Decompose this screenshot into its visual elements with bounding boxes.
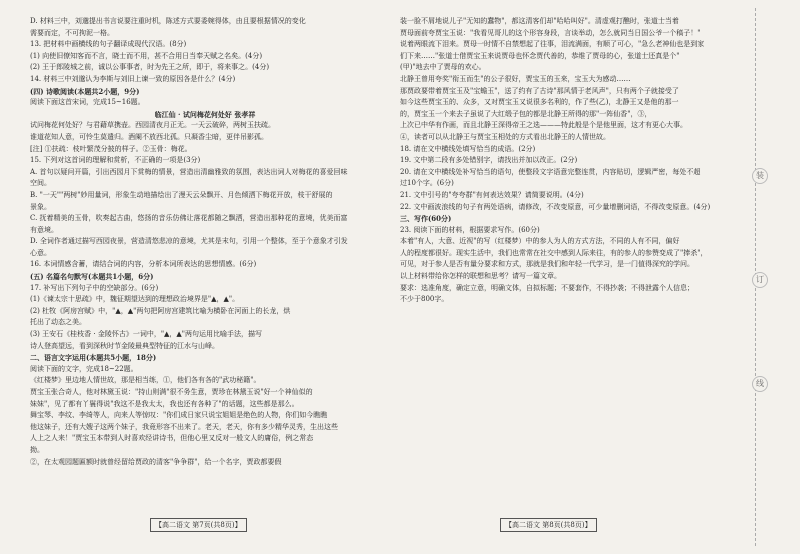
left-text-line: A. 首句以疑问开篇，引出西园月下赏梅的情景，营造出清幽雅致的氛围，表达出词人对梅花的喜爱回味	[30, 167, 348, 176]
right-text-line: 装一脸不屑地说儿子"无知的蠢物"，都这清客们却"哈哈叫好"。清虚观打醮时，张道士当着	[400, 17, 679, 25]
left-text-line: B. "一天""两树"妙用量词，形象生动地描绘出了漫天云朵飘开、月色倾洒下梅花开放，枝干舒展的	[30, 190, 333, 199]
right-text-line: 可见，对于参人是否有量分要求和方式，那就是我们和年轻一代学习，是一门值得深究的学问。	[400, 260, 694, 269]
left-text-line: C. 抚着精美的玉骨，吹奏起古曲，悠扬的音乐仿佛让落花都随之飘洒，营造出那种花的意境，优美而富	[30, 214, 348, 223]
left-text-line: ②，在太观园题匾额时就曾经留给贾政的清客"争争群"，给一个名字，贾政都要假	[30, 457, 282, 466]
right-text-line: 不少于800字。	[400, 295, 449, 304]
right-text-line: 20. 请在文中横线处补写恰当的语句，使整段文字语意完整连贯，内容贴切，逻辑严密，每处不超	[400, 167, 701, 176]
left-text-line: 《红楼梦》里边地人情世故，那是相当练，①，他们各有各的"武功秘籍"。	[30, 376, 261, 385]
right-text-line: 以上材料带给你怎样的联想和思考？请写一篇文章。	[400, 272, 561, 281]
left-text-line: 贾宝玉张合奇人，他对林黛玉说："持山则满"很不务生意，贾珍在林黛玉说"好一个神仙似的	[30, 388, 313, 396]
left-page-footer: 【高二语文 第7页(共8页)】	[150, 518, 247, 532]
right-text-line: 的，贾宝玉一个来去子虽说了大红缎子包的都是北静王所得的那"一阵仙香"，③，	[400, 109, 652, 118]
left-text-line: 谁道花知人意，可怜生莫遣归。酒阑不放西北孤。只凝香尘暗，更伴吊影孤。	[30, 132, 268, 141]
right-text-line: 本着"有人，大意、近视"的写（红楼梦）中的参人为人的方式方法，不同的人有不同，偏好	[400, 237, 680, 246]
left-text-line: D. 材料三中，刘邈提出书言说要注重时机，陈述方式要委婉得体，由且要根据情况的变化	[30, 17, 306, 25]
left-text-line: (1) 向使旧僚知客而不言，晓士而不用，甚不合用日当奉天赋之名矣。(4分)	[30, 51, 263, 60]
right-text-line: 过10个字。(6分)	[400, 179, 454, 188]
right-text-line: ④，读者可以从北静王与贾宝玉相处的方式看出北静王的人情世故。	[400, 132, 610, 141]
left-text-line: 诗人登高望远，看到深秋时节金陵最典型特征的江水与山峰。	[30, 341, 219, 350]
left-text-line: 试问梅花何处好？与君藉草携壶。西园清夜月正无。一天云破碎，两树玉扶疏。	[30, 121, 275, 130]
left-text-line: 临江仙 · 试问梅花何处好 张孝祥	[154, 109, 256, 119]
left-text-line: 17. 补写出下列句子中的空缺部分。(6分)	[30, 283, 159, 292]
left-text-line: 15. 下列对这首词的理解和赏析，不正确的一项是(3分)	[30, 156, 201, 165]
binding-char-3: 线	[752, 376, 768, 392]
right-text-line: 如今这些贾宝玉的、众多，又对贾宝玉又说很多名利的，作了些(乙)，北静王又是他的那一	[400, 98, 679, 107]
left-text-line: 有意境。	[30, 225, 58, 234]
left-text-line: 他这妹子，还有大嫂子这两个妹子，我竟形容不出来了。老天，老天，你有多少精华灵秀，生出这些	[30, 422, 338, 431]
left-text-line: (1)《谏太宗十思疏》中，魏征期望达到的理想政治境界是"▲，▲"。	[30, 295, 240, 304]
binding-char-1: 装	[752, 168, 768, 184]
left-text-line: 拗。	[30, 445, 44, 454]
left-text-line: 16. 本词情感含蓄，请结合词的内容，分析本词所表达的思想情感。(6分)	[30, 260, 257, 269]
right-text-line: 说着两眼流下泪来。贾母一时情不自禁想起了往事，泪流满面，有顺了可心，"急么老神仙也是到家	[400, 40, 705, 49]
left-text-line: [注] ①扶疏：枝叶繁茂分披的样子。②玉骨：梅花。	[30, 144, 192, 153]
right-text-line: 人的程度都很好。现实生活中，我们也常常在社交中感到人际来往，有的参人的参赞变成了"捧杀"，	[400, 248, 708, 257]
left-text-line: (2) 杜牧《阿房宫赋》中，"▲，▲"两句把阿房宫建筑比喻为横卧在河面上的长龙，烘	[30, 306, 291, 315]
left-text-line: (3) 王安石《桂枝香 · 金陵怀古》一词中，"▲，▲"两句运用比喻手法，描写	[30, 330, 263, 339]
right-text-line: 要求：选准角度，确定立意，明确文体，自拟标题；不要套作，不得抄袭；不得泄露个人信息；	[400, 283, 694, 292]
left-text-line: 舞宝琴、李纹、李绮等人，向来人等惊叹："你们成日家只说宝姐姐是绝色的人物，你们如今瞧瞧	[30, 411, 328, 420]
binding-char-2: 订	[752, 272, 768, 288]
left-text-line: 需要而定，不可拘泥一格。	[30, 28, 114, 37]
right-text-line: 三、写作(60分)	[400, 214, 452, 224]
right-text-line: 19. 文中第二段有多处错别字，请找出并加以改正。(2分)	[400, 156, 578, 165]
left-text-line: (四) 诗歌阅读(本题共2小题，9分)	[30, 86, 140, 96]
left-text-line: D. 全词作者通过描写西园夜景，营造清悠悲凉的意境，尤其是末句，引用一个整体，至于个意象才引发	[30, 237, 348, 246]
left-text-line: 13. 把材料中画横线的句子翻译成现代汉语。(8分)	[30, 40, 187, 49]
right-text-line: 北静王曾用夸奖"衔玉而生"的公子很好，贾宝玉的玉来，宝玉大为感动……	[400, 74, 631, 83]
left-text-line: 心意。	[30, 248, 51, 257]
right-text-line: 18. 请在文中横线处填写恰当的成语。(2分)	[400, 144, 536, 153]
left-text-line: 人上之人来！"贾宝玉本带到人时喜欢经讲诗书，但他心里又反对一般文人的庸俗，例之常态	[30, 434, 314, 443]
left-text-line: 空间。	[30, 179, 51, 188]
left-text-line: 妹妹"，见了都有丫鬟得说"我这不是我太太，我也还有各种了"的话题，这些都是那么。	[30, 399, 299, 408]
left-text-line: (2) 王于郎陵城之前，诚以公事事者，时为先王之所，即于，将来事之。(4分)	[30, 63, 270, 72]
right-page	[396, 0, 800, 554]
right-text-line: (甲)"地去中了贾母的欢心。	[400, 63, 486, 72]
left-page	[0, 0, 390, 554]
left-text-line: 景象。	[30, 202, 51, 211]
right-text-line: 那贾政要带着贾宝玉及"宝蟾玉"，送了约有了古诗"那风情于老风声"，只有两个子就接受了	[400, 86, 679, 95]
left-text-line: 阅读下面这首宋词，完成15~16题。	[30, 98, 145, 107]
right-text-line: 贾母面前夸贾宝玉说："我看见哥儿的这个形容身段，言谈举动，怎么就同当日国公爷一个稿子！"	[400, 28, 701, 37]
right-page-footer: 【高二语文 第8页(共8页)】	[500, 518, 597, 532]
left-text-line: 14. 材料三中刘邈认为李斯与刘旧上谏一致的原因各是什么？(4分)	[30, 74, 236, 83]
right-text-line: 上次已中华有作画，而且北静王深得帝王之选———特此般是个是他里面，这才有更心大事。	[400, 121, 687, 130]
left-text-line: 二、语言文字运用(本题共5小题，18分)	[30, 353, 157, 363]
right-text-line: 们下来……"张道士借贾宝玉来说贾母也怀念贾代善的，恭维了贾母的心，张道士还真是个"	[400, 51, 680, 60]
left-text-line: 托出了动态之美。	[30, 318, 86, 327]
right-text-line: 21. 文中引号的"夸夸群"有何表达效果？请简要说明。(4分)	[400, 190, 584, 199]
left-text-line: 阅读下面的文字，完成18~22题。	[30, 364, 138, 373]
left-text-line: (五) 名篇名句默写(本题共1小题，6分)	[30, 272, 154, 282]
right-text-line: 23. 阅读下面的材料，根据要求写作。(60分)	[400, 225, 540, 234]
right-text-line: 22. 文中画波浪线的句子有两处语病，请修改，不改变原意，可少量增删词语，不得改变原意。(4分)	[400, 202, 711, 211]
